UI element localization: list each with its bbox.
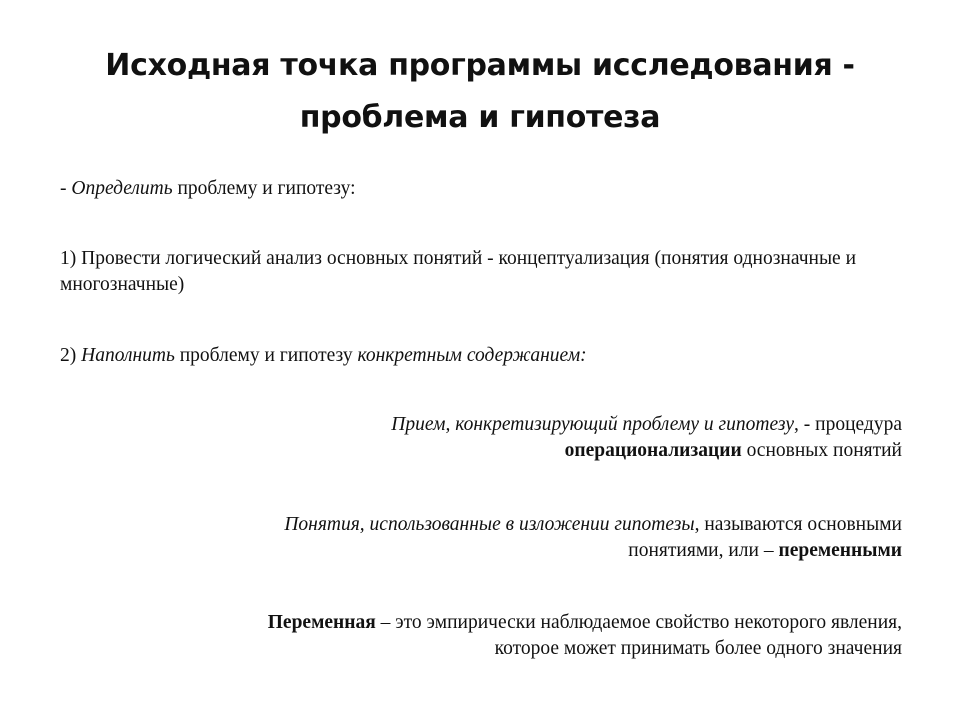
- concepts-bold: переменными: [778, 540, 902, 561]
- concepts-line-2-text: понятиями, или –: [628, 540, 779, 561]
- step-1-text: 1) Провести логический анализ основных понятий - концептуализация (понятия однозначные и многозначные): [60, 248, 857, 295]
- concepts-rest: , называются основными: [694, 514, 902, 535]
- paragraph-operationalization: [72, 412, 902, 464]
- variable-rest: – это эмпирически наблюдаемое свойство некоторого явления,: [375, 612, 902, 633]
- variable-line-1: [72, 610, 902, 636]
- variable-bold: Переменная: [267, 612, 376, 633]
- concepts-line-1: [72, 512, 902, 538]
- dash: -: [60, 178, 72, 199]
- paragraph-define: [60, 176, 910, 202]
- operationalization-bold: операционализации: [564, 440, 742, 461]
- paragraph-concepts: [72, 512, 902, 564]
- step-2-middle: проблему и гипотезу: [174, 345, 358, 366]
- concepts-italic: Понятия, использованные в изложении гипотезы: [284, 514, 695, 535]
- title-line-2: проблема и гипотеза: [299, 100, 661, 135]
- paragraph-variable-definition: [72, 610, 902, 662]
- paragraph-step-2: [60, 343, 910, 369]
- define-italic: Определить: [71, 178, 173, 199]
- title-line-1: Исходная точка программы исследования -: [105, 48, 855, 83]
- operationalization-line-1: [72, 412, 902, 438]
- operationalization-line-2: [72, 438, 902, 464]
- step-2-italic-1: Наполнить: [81, 345, 175, 366]
- concepts-line-2: [72, 538, 902, 564]
- variable-line-2: которое может принимать более одного значения: [494, 638, 902, 659]
- step-2-prefix: 2): [60, 345, 82, 366]
- operationalization-rest: , - процедура: [794, 414, 902, 435]
- paragraph-step-1: [60, 246, 910, 298]
- step-2-italic-2: конкретным содержанием:: [357, 345, 587, 366]
- operationalization-tail: основных понятий: [741, 440, 902, 461]
- operationalization-italic: Прием, конкретизирующий проблему и гипотезу: [391, 414, 795, 435]
- slide-title: [40, 40, 920, 144]
- define-rest: проблему и гипотезу:: [172, 178, 356, 199]
